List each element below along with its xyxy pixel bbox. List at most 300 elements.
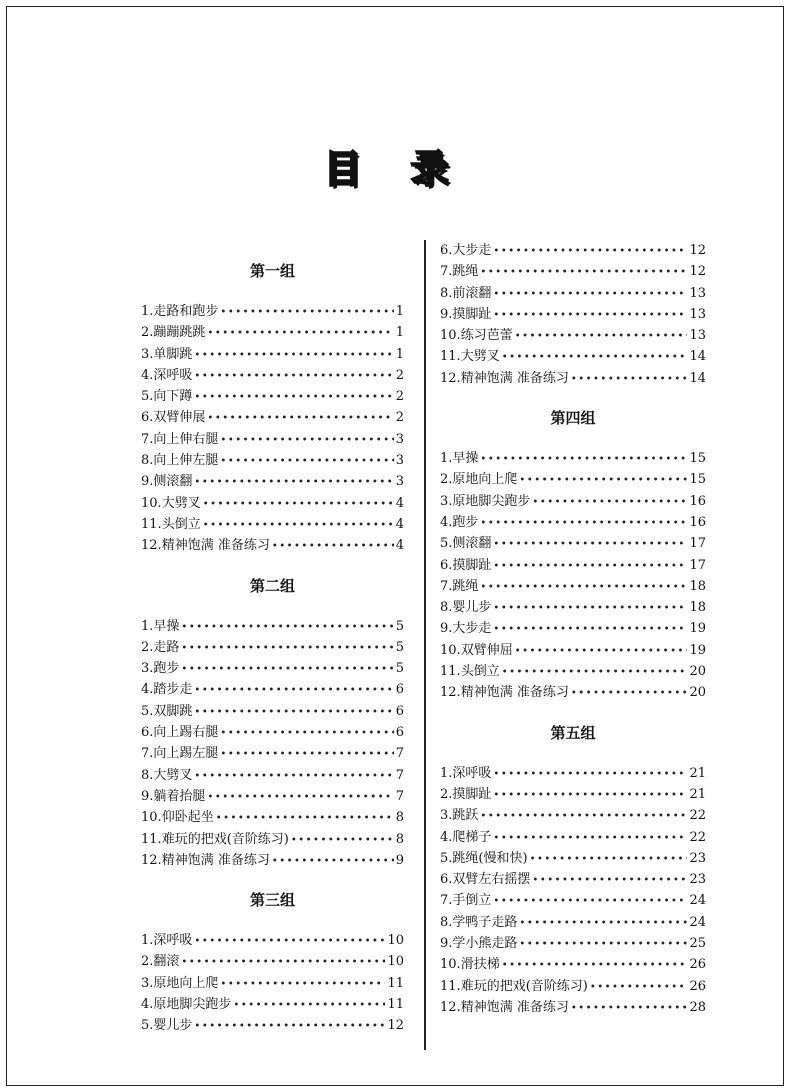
entry-label: 深呼吸: [153, 933, 193, 949]
entry-label: 婴儿步: [452, 600, 492, 616]
toc-entry[interactable]: [440, 325, 706, 346]
dot-leader: [493, 764, 687, 785]
toc-entry[interactable]: [141, 850, 404, 871]
entry-label: 学鸭子走路: [452, 914, 518, 930]
page-number: 7: [395, 767, 404, 783]
entry-label: 双臂伸屈: [460, 642, 513, 658]
dot-leader: [530, 849, 688, 870]
entry-label: 向下蹲: [153, 389, 193, 405]
toc-entry[interactable]: [141, 1015, 404, 1036]
page-number: 2: [395, 389, 404, 405]
entry-label: 精神饱满 准备练习: [460, 999, 569, 1015]
entry-label: 早操: [153, 618, 180, 634]
page-number: 23: [689, 850, 706, 866]
entry-label: 精神饱满 准备练习: [161, 538, 270, 554]
dot-leader: [571, 998, 688, 1019]
toc-entry[interactable]: [141, 765, 404, 786]
entry-label: 跳绳(慢和快): [452, 850, 528, 866]
entry-label: 难玩的把戏(音阶练习): [460, 978, 588, 994]
entry-number: 5.: [440, 536, 453, 552]
dot-leader: [532, 492, 687, 513]
toc-entry[interactable]: [440, 283, 706, 304]
toc-entry[interactable]: [440, 890, 706, 911]
dot-leader: [502, 662, 688, 683]
entry-number: 8.: [440, 914, 453, 930]
dot-leader: [519, 934, 687, 955]
toc-entry[interactable]: [440, 533, 706, 554]
entry-number: 12.: [440, 999, 461, 1015]
toc-entry[interactable]: [141, 365, 404, 386]
page-number: 21: [689, 786, 706, 802]
dot-leader: [571, 683, 688, 704]
page-number: 8: [395, 831, 404, 847]
page-number: 12: [387, 1018, 404, 1034]
toc-entry[interactable]: [440, 661, 706, 682]
entry-number: 12.: [141, 538, 162, 554]
toc-entry[interactable]: [141, 786, 404, 807]
dot-leader: [220, 302, 393, 323]
entry-number: 10.: [440, 328, 461, 344]
toc-entry[interactable]: [141, 930, 404, 951]
page-number: 6: [395, 703, 404, 719]
entry-number: 6.: [440, 557, 453, 573]
page-number: 5: [395, 661, 404, 677]
entry-number: 11.: [440, 978, 461, 994]
entry-number: 9.: [141, 474, 154, 490]
entry-label: 单脚跳: [153, 346, 193, 362]
toc-entry[interactable]: [440, 618, 706, 639]
toc-entry[interactable]: [141, 951, 404, 972]
entry-number: 7.: [141, 431, 154, 447]
toc-entry[interactable]: [440, 682, 706, 703]
dot-leader: [220, 974, 385, 995]
toc-entry[interactable]: [141, 535, 404, 556]
page-number: 13: [689, 306, 706, 322]
toc-entry[interactable]: [440, 555, 706, 576]
page-number: 19: [689, 642, 706, 658]
entry-label: 大劈叉: [153, 767, 193, 783]
entry-number: 8.: [440, 285, 453, 301]
dot-leader: [194, 931, 385, 952]
page-number: 14: [689, 349, 706, 365]
toc-entry[interactable]: [141, 407, 404, 428]
toc-entry[interactable]: [440, 448, 706, 469]
entry-number: 3.: [440, 808, 453, 824]
page-number: 21: [689, 765, 706, 781]
entry-number: 5.: [440, 850, 453, 866]
entry-number: 6.: [440, 872, 453, 888]
toc-column-left: [141, 240, 404, 1037]
dot-leader: [493, 241, 687, 262]
dot-leader: [194, 766, 393, 787]
dot-leader: [493, 619, 687, 640]
dot-leader: [480, 577, 687, 598]
entry-number: 9.: [440, 306, 453, 322]
entry-number: 7.: [440, 578, 453, 594]
page-number: 5: [395, 618, 404, 634]
dot-leader: [480, 262, 687, 283]
toc-entry[interactable]: [440, 640, 706, 661]
dot-leader: [480, 806, 687, 827]
page-number: 17: [689, 536, 706, 552]
dot-leader: [519, 913, 687, 934]
entry-number: 8.: [440, 600, 453, 616]
entry-label: 向上踢右腿: [153, 725, 219, 741]
page-number: 4: [395, 538, 404, 554]
entry-number: 1.: [141, 933, 154, 949]
toc-entry[interactable]: [141, 301, 404, 322]
entry-number: 5.: [141, 389, 154, 405]
entry-number: 8.: [141, 453, 154, 469]
entry-label: 难玩的把戏(音阶练习): [161, 831, 289, 847]
page-number: 12: [689, 243, 706, 258]
toc-entry[interactable]: [141, 658, 404, 679]
page-number: 1: [395, 325, 404, 341]
page-number: 25: [689, 936, 706, 952]
toc-entry[interactable]: [440, 976, 706, 997]
entry-number: 1.: [440, 765, 453, 781]
dot-leader: [194, 366, 393, 387]
entry-label: 双臂左右摇摆: [452, 872, 531, 888]
group-title: 第四组: [550, 409, 596, 428]
toc-entry[interactable]: [440, 261, 706, 282]
entry-number: 9.: [141, 788, 154, 804]
entry-number: 10.: [141, 495, 162, 511]
entry-label: 翻滚: [153, 954, 180, 970]
entry-label: 深呼吸: [153, 367, 193, 383]
toc-entry[interactable]: [141, 386, 404, 407]
entry-number: 12.: [440, 685, 461, 701]
page-number: 7: [395, 788, 404, 804]
entry-number: 4.: [440, 514, 453, 530]
page-number: 13: [689, 285, 706, 301]
dot-leader: [272, 536, 394, 557]
dot-leader: [291, 830, 394, 851]
dot-leader: [233, 995, 385, 1016]
dot-leader: [220, 430, 393, 451]
entry-number: 7.: [141, 746, 154, 762]
page-number: 10: [387, 933, 404, 949]
entry-number: 8.: [141, 767, 154, 783]
dot-leader: [220, 723, 393, 744]
dot-leader: [493, 785, 687, 806]
entry-number: 3.: [141, 975, 154, 991]
group-title: 第三组: [249, 891, 295, 910]
dot-leader: [194, 345, 393, 366]
page-number: 3: [395, 453, 404, 469]
toc-entry[interactable]: [141, 429, 404, 450]
entry-label: 跳绳: [452, 578, 479, 594]
entry-number: 6.: [440, 243, 453, 258]
page-number: 9: [395, 852, 404, 868]
page-title: 目 录: [323, 147, 467, 191]
toc-entry[interactable]: [141, 722, 404, 743]
dot-leader: [493, 284, 687, 305]
group-title: 第五组: [550, 723, 596, 742]
toc-entry[interactable]: [141, 807, 404, 828]
entry-label: 原地脚尖跑步: [153, 997, 232, 1013]
page-number: 6: [395, 682, 404, 698]
toc-entry[interactable]: [440, 763, 706, 784]
toc-entry[interactable]: [440, 576, 706, 597]
entry-label: 双脚跳: [153, 703, 193, 719]
entry-label: 仰卧起坐: [161, 810, 214, 826]
dot-leader: [502, 955, 688, 976]
entry-number: 5.: [141, 1018, 154, 1034]
entry-number: 2.: [440, 472, 453, 488]
dot-leader: [493, 828, 687, 849]
dot-leader: [220, 451, 393, 472]
entry-label: 手倒立: [452, 893, 492, 909]
toc-entry[interactable]: [141, 701, 404, 722]
toc-entry[interactable]: [141, 450, 404, 471]
toc-entry[interactable]: [141, 322, 404, 343]
toc-entry[interactable]: [141, 514, 404, 535]
entry-label: 头倒立: [161, 516, 201, 532]
entry-label: 婴儿步: [153, 1018, 193, 1034]
entry-label: 原地脚尖跑步: [452, 493, 531, 509]
group-title: 第一组: [249, 262, 295, 280]
entry-number: 12.: [440, 370, 461, 386]
entry-label: 走路: [153, 639, 180, 655]
dot-leader: [571, 369, 688, 390]
toc-entry[interactable]: [440, 848, 706, 869]
dot-leader: [532, 870, 687, 891]
toc-entry[interactable]: [440, 933, 706, 954]
page-number: 26: [689, 957, 706, 973]
toc-entry[interactable]: [440, 240, 706, 261]
dot-leader: [194, 702, 393, 723]
group-1-entries: [141, 301, 404, 557]
entry-label: 跳跃: [452, 808, 479, 824]
entry-number: 10.: [440, 642, 461, 658]
toc-entry[interactable]: [440, 784, 706, 805]
dot-leader: [493, 534, 687, 555]
page-number: 26: [689, 978, 706, 994]
entry-label: 跳绳: [452, 264, 479, 280]
entry-label: 头倒立: [460, 664, 500, 680]
page-number: 23: [689, 872, 706, 888]
entry-label: 摸脚趾: [452, 557, 492, 573]
entry-label: 大步走: [452, 243, 492, 258]
entry-label: 向上踢左腿: [153, 746, 219, 762]
entry-label: 精神饱满 准备练习: [460, 685, 569, 701]
entry-number: 7.: [440, 264, 453, 280]
entry-number: 11.: [440, 664, 461, 680]
toc-entry[interactable]: [440, 954, 706, 975]
toc-entry[interactable]: [141, 471, 404, 492]
entry-number: 12.: [141, 852, 162, 868]
entry-label: 早操: [452, 451, 479, 467]
page-number: 5: [395, 639, 404, 655]
toc-column-right: [440, 240, 706, 1018]
toc-entry[interactable]: [440, 912, 706, 933]
page-number: 16: [689, 514, 706, 530]
toc-entry[interactable]: [440, 512, 706, 533]
entry-label: 原地向上爬: [153, 975, 219, 991]
toc-entry[interactable]: [440, 304, 706, 325]
page-number: 8: [395, 810, 404, 826]
entry-number: 7.: [440, 893, 453, 909]
group-5-entries: [440, 763, 706, 1019]
page-number: 11: [387, 997, 404, 1013]
dot-leader: [207, 408, 393, 429]
page-number: 3: [395, 431, 404, 447]
page-number: 19: [689, 621, 706, 637]
entry-label: 躺着抬腿: [153, 788, 206, 804]
toc-entry[interactable]: [141, 829, 404, 850]
dot-leader: [502, 347, 688, 368]
entry-number: 2.: [141, 639, 154, 655]
entry-label: 走路和跑步: [153, 304, 219, 319]
entry-label: 踏步走: [153, 682, 193, 698]
toc-entry[interactable]: [440, 869, 706, 890]
entry-label: 大劈叉: [460, 349, 500, 365]
entry-number: 3.: [141, 661, 154, 677]
toc-entry[interactable]: [440, 491, 706, 512]
page-number: 12: [689, 264, 706, 280]
toc-entry[interactable]: [141, 344, 404, 365]
entry-label: 双臂伸展: [153, 410, 206, 426]
dot-leader: [181, 952, 385, 973]
group-3-entries-part2: [440, 240, 706, 389]
page-number: 22: [689, 808, 706, 824]
entry-number: 11.: [141, 516, 162, 532]
toc-entry[interactable]: [141, 493, 404, 514]
entry-label: 练习芭蕾: [460, 328, 513, 344]
page-number: 10: [387, 954, 404, 970]
page-number: 18: [689, 600, 706, 616]
page-number: 11: [387, 975, 404, 991]
entry-number: 2.: [141, 325, 154, 341]
dot-leader: [519, 470, 687, 491]
page-number: 15: [689, 451, 706, 467]
toc-entry[interactable]: [440, 997, 706, 1018]
entry-number: 1.: [141, 618, 154, 634]
toc-entry[interactable]: [440, 469, 706, 490]
dot-leader: [515, 641, 688, 662]
page-number: 20: [689, 664, 706, 680]
toc-entry[interactable]: [440, 346, 706, 367]
toc-entry[interactable]: [141, 616, 404, 637]
dot-leader: [480, 449, 687, 470]
group-2-entries: [141, 616, 404, 872]
page-number: 18: [689, 578, 706, 594]
entry-number: 2.: [141, 954, 154, 970]
entry-label: 跑步: [452, 514, 479, 530]
dot-leader: [203, 494, 394, 515]
page-number: 2: [395, 410, 404, 426]
entry-label: 侧滚翻: [153, 474, 193, 490]
dot-leader: [493, 891, 687, 912]
entry-number: 11.: [141, 831, 162, 847]
toc-entry[interactable]: [141, 637, 404, 658]
entry-number: 4.: [141, 367, 154, 383]
entry-label: 摸脚趾: [452, 786, 492, 802]
page-number: 7: [395, 746, 404, 762]
entry-number: 4.: [141, 682, 154, 698]
entry-label: 精神饱满 准备练习: [460, 370, 569, 386]
group-title: 第二组: [249, 576, 295, 595]
page-number: 2: [395, 367, 404, 383]
dot-leader: [272, 851, 394, 872]
entry-number: 9.: [440, 621, 453, 637]
dot-leader: [207, 787, 393, 808]
page-number: 24: [689, 893, 706, 909]
entry-label: 滑扶梯: [460, 957, 500, 973]
entry-number: 3.: [141, 346, 154, 362]
entry-label: 前滚翻: [452, 285, 492, 301]
entry-number: 2.: [440, 786, 453, 802]
entry-number: 1.: [141, 304, 154, 319]
column-divider: [424, 240, 426, 1050]
entry-label: 侧滚翻: [452, 536, 492, 552]
entry-number: 1.: [440, 451, 453, 467]
dot-leader: [194, 387, 393, 408]
dot-leader: [493, 598, 687, 619]
toc-entry[interactable]: [141, 994, 404, 1015]
page-number: 22: [689, 829, 706, 845]
dot-leader: [493, 556, 687, 577]
entry-number: 9.: [440, 936, 453, 952]
toc-entry[interactable]: [440, 827, 706, 848]
entry-label: 学小熊走路: [452, 936, 518, 952]
page-number: 16: [689, 493, 706, 509]
page-number: 6: [395, 725, 404, 741]
page-number: 17: [689, 557, 706, 573]
toc-entry[interactable]: [440, 805, 706, 826]
toc-entry[interactable]: [141, 743, 404, 764]
entry-label: 大劈叉: [161, 495, 201, 511]
dot-leader: [194, 1016, 385, 1037]
dot-leader: [515, 326, 688, 347]
page-number: 1: [395, 304, 404, 319]
page-number: 4: [395, 495, 404, 511]
dot-leader: [194, 472, 393, 493]
page-number: 3: [395, 474, 404, 490]
entry-number: 3.: [440, 493, 453, 509]
entry-label: 蹦蹦跳跳: [153, 325, 206, 341]
dot-leader: [220, 744, 393, 765]
entry-label: 原地向上爬: [452, 472, 518, 488]
entry-label: 向上伸左腿: [153, 453, 219, 469]
dot-leader: [216, 808, 394, 829]
entry-label: 大步走: [452, 621, 492, 637]
toc-entry[interactable]: [440, 597, 706, 618]
toc-entry[interactable]: [440, 368, 706, 389]
entry-number: 6.: [141, 725, 154, 741]
dot-leader: [590, 977, 688, 998]
entry-number: 5.: [141, 703, 154, 719]
dot-leader: [207, 323, 393, 344]
page-number: 28: [689, 999, 706, 1015]
entry-label: 深呼吸: [452, 765, 492, 781]
group-3-entries-part1: [141, 930, 404, 1036]
page-number: 14: [689, 370, 706, 386]
dot-leader: [194, 680, 393, 701]
group-4-entries: [440, 448, 706, 704]
toc-entry[interactable]: [141, 973, 404, 994]
page-number: 4: [395, 516, 404, 532]
toc-entry[interactable]: [141, 679, 404, 700]
page-number: 13: [689, 328, 706, 344]
dot-leader: [203, 515, 394, 536]
dot-leader: [181, 659, 393, 680]
entry-number: 4.: [141, 997, 154, 1013]
entry-number: 4.: [440, 829, 453, 845]
dot-leader: [493, 305, 687, 326]
page-number: 1: [395, 346, 404, 362]
